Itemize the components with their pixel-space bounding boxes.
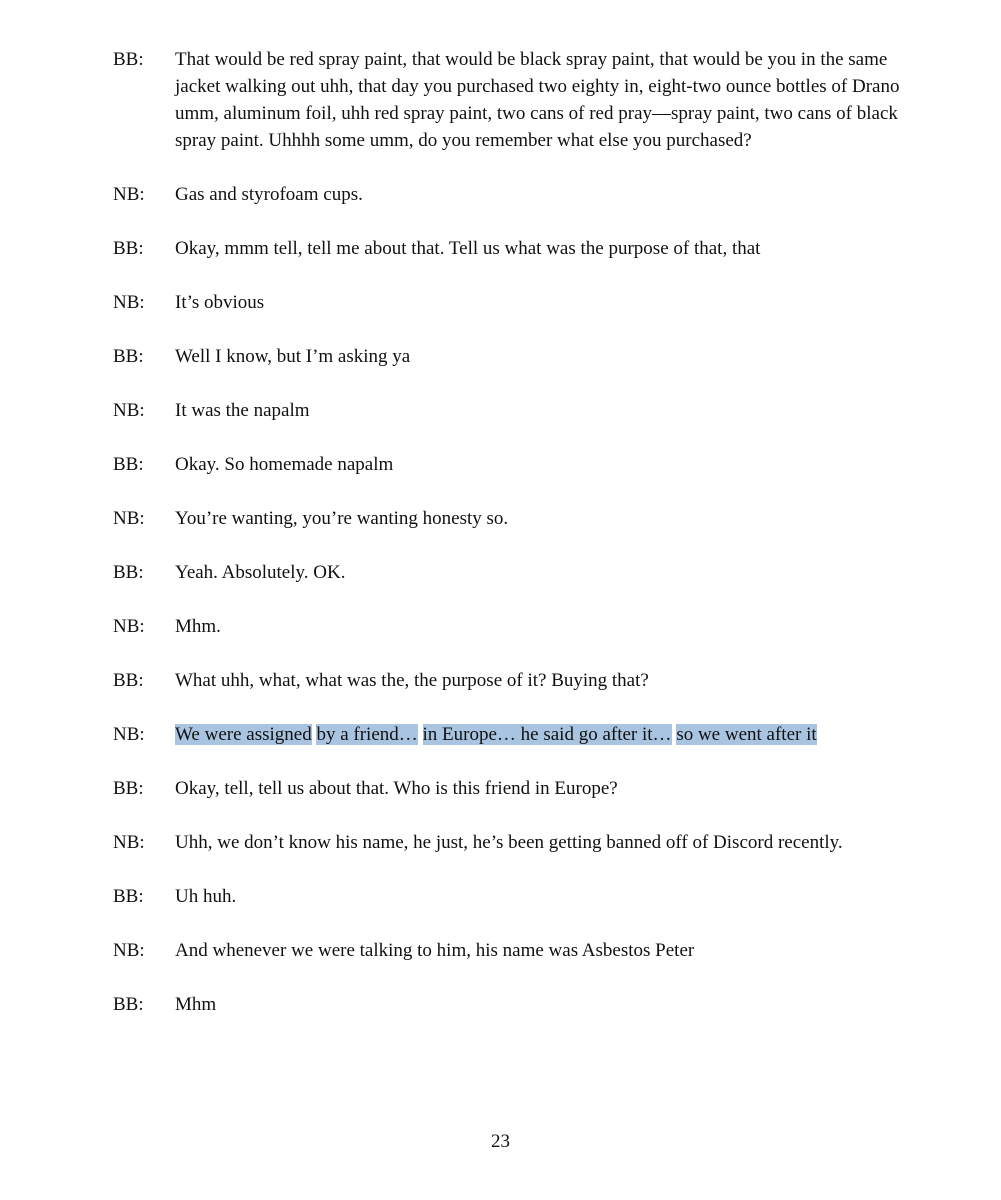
dialogue-text[interactable]: Mhm <box>175 994 217 1015</box>
speaker-label: BB: <box>113 670 144 691</box>
speaker-label: BB: <box>113 886 144 907</box>
dialogue-turn-highlighted <box>113 721 903 748</box>
dialogue-text[interactable]: Uh huh. <box>175 886 237 907</box>
speaker-label: NB: <box>113 832 145 853</box>
dialogue-text[interactable]: Mhm. <box>175 616 221 637</box>
dialogue-turn <box>113 343 903 370</box>
dialogue-turn <box>113 181 903 208</box>
dialogue-turn <box>113 991 903 1018</box>
speaker-label: BB: <box>113 562 144 583</box>
speaker-label: NB: <box>113 508 145 529</box>
dialogue-text[interactable]: Uhh, we don’t know his name, he just, he’s been getting banned off of Discord recently. <box>175 832 843 853</box>
dialogue-turn <box>113 451 903 478</box>
speaker-label: NB: <box>113 400 145 421</box>
speaker-label: BB: <box>113 454 144 475</box>
transcript-body <box>113 46 903 1045</box>
highlighted-text[interactable]: We were assigned <box>175 724 312 745</box>
text-gap <box>418 724 423 745</box>
speaker-label: NB: <box>113 616 145 637</box>
dialogue-turn <box>113 289 903 316</box>
dialogue-text[interactable]: That would be red spray paint, that would be black spray paint, that would be you in the same jacket walking out uhh, that day you purchased two eighty in, eight-two ounce bottles of Drano umm, aluminum foil, uhh red spray paint, two cans of red pray—spray paint, two cans of black spray paint. Uhhhh some umm, do you remember what else you purchased? <box>175 49 900 151</box>
page-number: 23 <box>491 1131 510 1152</box>
dialogue-text[interactable]: You’re wanting, you’re wanting honesty so. <box>175 508 509 529</box>
speaker-label: NB: <box>113 292 145 313</box>
speaker-label: NB: <box>113 184 145 205</box>
speaker-label: BB: <box>113 346 144 367</box>
speaker-label: BB: <box>113 994 144 1015</box>
dialogue-turn <box>113 829 903 856</box>
dialogue-text[interactable]: And whenever we were talking to him, his name was Asbestos Peter <box>175 940 695 961</box>
dialogue-turn <box>113 397 903 424</box>
dialogue-turn <box>113 46 903 154</box>
dialogue-text-highlighted[interactable] <box>175 721 903 748</box>
dialogue-text[interactable]: Okay, tell, tell us about that. Who is this friend in Europe? <box>175 778 618 799</box>
dialogue-turn <box>113 775 903 802</box>
speaker-label: NB: <box>113 940 145 961</box>
speaker-label: BB: <box>113 238 144 259</box>
dialogue-turn <box>113 613 903 640</box>
highlighted-text[interactable]: in Europe… he said go after it… <box>422 724 672 745</box>
speaker-label: BB: <box>113 778 144 799</box>
dialogue-turn <box>113 505 903 532</box>
dialogue-text[interactable]: It’s obvious <box>175 292 265 313</box>
speaker-label: BB: <box>113 49 144 70</box>
dialogue-text[interactable]: Yeah. Absolutely. OK. <box>175 562 346 583</box>
dialogue-text[interactable]: Okay, mmm tell, tell me about that. Tell us what was the purpose of that, that <box>175 238 761 259</box>
dialogue-turn <box>113 937 903 964</box>
dialogue-turn <box>113 667 903 694</box>
speaker-label: NB: <box>113 724 145 745</box>
dialogue-text[interactable]: What uhh, what, what was the, the purpose of it? Buying that? <box>175 670 649 691</box>
dialogue-text[interactable]: Well I know, but I’m asking ya <box>175 346 411 367</box>
highlighted-text[interactable]: so we went after it <box>676 724 817 745</box>
dialogue-turn <box>113 235 903 262</box>
dialogue-text[interactable]: Gas and styrofoam cups. <box>175 184 363 205</box>
dialogue-turn <box>113 559 903 586</box>
dialogue-text[interactable]: It was the napalm <box>175 400 310 421</box>
dialogue-turn <box>113 883 903 910</box>
highlighted-text[interactable]: by a friend… <box>316 724 418 745</box>
dialogue-text[interactable]: Okay. So homemade napalm <box>175 454 394 475</box>
